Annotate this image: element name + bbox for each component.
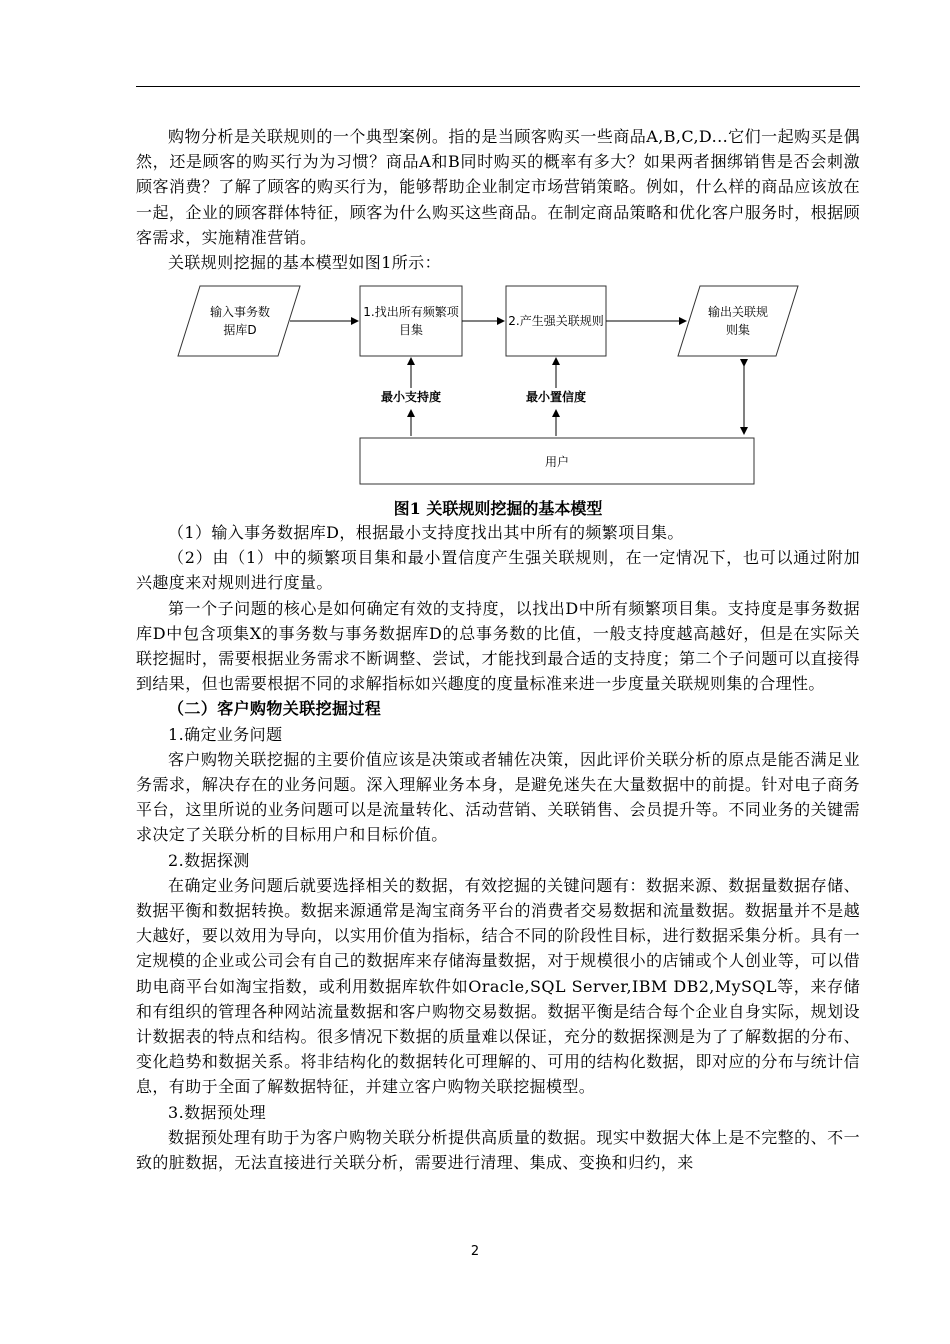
subheading-2: 2.数据探测 bbox=[168, 850, 250, 870]
min-support-label: 最小支持度 bbox=[380, 390, 442, 404]
step2-label: 2.产生强关联规则 bbox=[508, 314, 604, 328]
diagram-svg bbox=[160, 278, 800, 492]
paragraph-2: （2）由（1）中的频繁项目集和最小置信度产生强关联规则，在一定情况下，也可以通过附加兴趣度来对规则进行度量。 bbox=[136, 548, 860, 593]
step1-label-2: 目集 bbox=[398, 323, 424, 337]
intro-paragraph: 购物分析是关联规则的一个典型案例。指的是当顾客购买一些商品A,B,C,D...它们一起购买是偶然，还是顾客的购买行为为习惯？商品A和B同时购买的概率有多大？如果两者捆绑销售是否会刺激顾客消费？了解了顾客的购买行为，能够帮助企业制定市场营销策略。例如，什么样的商品应该放在一起，企业的顾客群体特征，顾客为什么购买这些商品。在制定商品策略和优化客户服务时，根据顾客需求，实施精准营销。 bbox=[136, 127, 860, 247]
figure-caption: 图1 关联规则挖掘的基本模型 bbox=[393, 499, 603, 518]
paragraph-5: 在确定业务问题后就要选择相关的数据，有效挖掘的关键问题有：数据来源、数据量数据存储、数据平衡和数据转换。数据来源通常是淘宝商务平台的消费者交易数据和流量数据。数据量并不是越大越好，要以效用为导向，以实用价值为指标，结合不同的阶段性目标，进行数据采集分析。具有一定规模的企业或公司会有自己的数据库来存储海量数据，对于规模很小的店铺或个人创业等，可以借助电商平台如淘宝指数，或利用数据库软件如Oracle,SQL Server,IBM DB2,MySQL等，来存储和有组织的管理各种网站流量数据和客户购物交易数据。数据平衡是结合每个企业自身实际，规划设计数据表的特点和结构。很多情况下数据的质量难以保证，充分的数据探测是为了了解数据的分布、变化趋势和数据关系。将非结构化的数据转化可理解的、可用的结构化数据，即对应的分布与统计信息，有助于全面了解数据特征，并建立客户购物关联挖掘模型。 bbox=[136, 875, 860, 1097]
step1-box bbox=[360, 286, 462, 356]
paragraph-6: 数据预处理有助于为客户购物关联分析提供高质量的数据。现实中数据大体上是不完整的、不一致的脏数据，无法直接进行关联分析，需要进行清理、集成、变换和归约，来 bbox=[136, 1127, 860, 1173]
output-label-2: 则集 bbox=[725, 323, 751, 337]
input-parallelogram bbox=[178, 286, 300, 356]
body-block bbox=[136, 520, 860, 1175]
figure-reference: 关联规则挖掘的基本模型如图1所示： bbox=[168, 253, 441, 273]
user-label: 用户 bbox=[544, 455, 570, 469]
paragraph-4: 客户购物关联挖掘的主要价值应该是决策或者辅佐决策，因此评价关联分析的原点是能否满足业务需求，解决存在的业务问题。深入理解业务本身，是避免迷失在大量数据中的前提。针对电子商务平台，这里所说的业务问题可以是流量转化、活动营销、关联销售、会员提升等。不同业务的关键需求决定了关联分析的目标用户和目标价值。 bbox=[136, 749, 860, 845]
paragraph-1: （1）输入事务数据库D，根据最小支持度找出其中所有的频繁项目集。 bbox=[168, 523, 684, 542]
output-parallelogram bbox=[678, 286, 798, 356]
min-confidence-label: 最小置信度 bbox=[525, 390, 587, 404]
input-label-1: 输入事务数 bbox=[209, 305, 271, 319]
page-number: 2 bbox=[470, 1244, 480, 1259]
association-rule-model-diagram bbox=[160, 278, 800, 492]
subheading-1: 1.确定业务问题 bbox=[168, 724, 283, 744]
input-label-2: 据库D bbox=[223, 323, 257, 337]
paragraph-3: 第一个子问题的核心是如何确定有效的支持度，以找出D中所有频繁项目集。支持度是事务数据库D中包含项集X的事务数与事务数据库D的总事务数的比值，一般支持度越高越好，但是在实际关联挖掘时，需要根据业务需求不断调整、尝试，才能找到最合适的支持度；第二个子问题可以直接得到结果，但也需要根据不同的求解指标如兴趣度的度量标准来进一步度量关联规则集的合理性。 bbox=[136, 598, 860, 694]
header-rule bbox=[136, 86, 860, 87]
section-heading: （二）客户购物关联挖掘过程 bbox=[168, 699, 382, 719]
intro-block bbox=[136, 124, 860, 275]
subheading-3: 3.数据预处理 bbox=[168, 1102, 267, 1122]
output-label-1: 输出关联规 bbox=[707, 305, 769, 319]
step1-label-1: 1.找出所有频繁项 bbox=[363, 305, 459, 319]
